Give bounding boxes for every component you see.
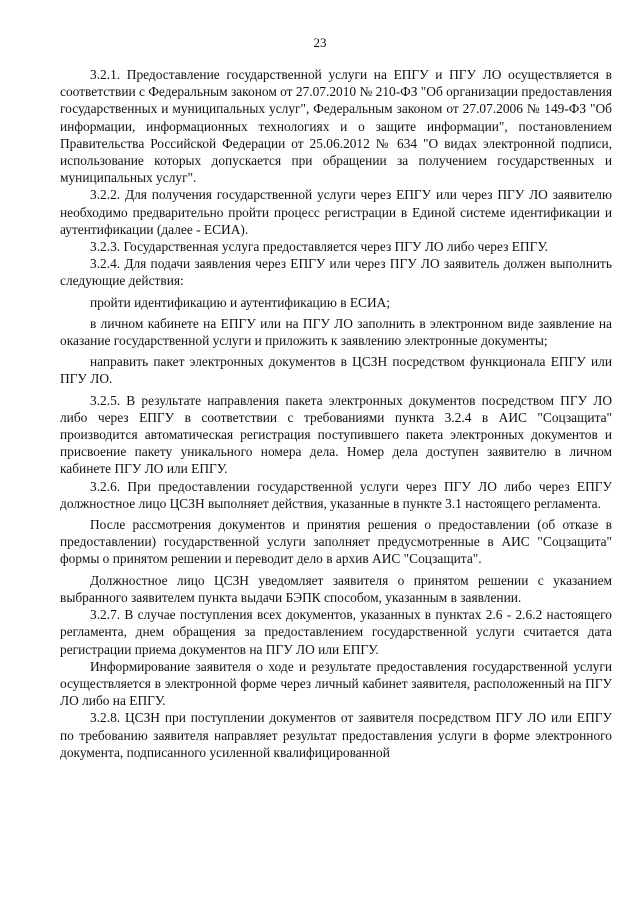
- paragraph-3-2-1: 3.2.1. Предоставление государственной услуги на ЕПГУ и ПГУ ЛО осуществляется в соответствии с Федеральным законом от 27.07.2010 № 210-ФЗ "Об организации предоставления государственных и муниципальных услуг", Федеральным законом от 27.07.2006 № 149-ФЗ "Об информации, информационных технологиях и о защите информации", постановлением Правительства Российской Федерации от 25.06.2012 № 634 "О видах электронной подписи, использование которых допускается при обращении за получением государственных и муниципальных услуг".: [60, 67, 612, 186]
- page-number: 23: [313, 35, 327, 50]
- paragraph-notification: Должностное лицо ЦСЗН уведомляет заявителя о принятом решении с указанием выбранного заявителем пункта выдачи БЭПК способом, указанным в заявлении.: [60, 572, 612, 605]
- paragraph-3-2-7: 3.2.7. В случае поступления всех документов, указанных в пунктах 2.6 - 2.6.2 настоящего регламента, днем обращения за предоставлением государственной услуги считается дата регистрации приема документов на ПГУ ЛО или ЕПГУ.: [60, 607, 612, 657]
- paragraph-3-2-6: 3.2.6. При предоставлении государственной услуги через ПГУ ЛО либо через ЕПГУ должностное лицо ЦСЗН выполняет действия, указанные в пункте 3.1 настоящего регламента.: [60, 478, 612, 511]
- paragraph-step-2: в личном кабинете на ЕПГУ или на ПГУ ЛО заполнить в электронном виде заявление на оказание государственной услуги и приложить к заявлению электронные документы;: [60, 315, 612, 349]
- paragraph-informing: Информирование заявителя о ходе и результате предоставления государственной услуги осуществляется в электронной форме через личный кабинет заявителя, расположенный на ПГУ ЛО либо на ЕПГУ.: [60, 658, 612, 709]
- paragraph-step-1: пройти идентификацию и аутентификацию в ЕСИА;: [90, 294, 391, 310]
- paragraph-3-2-4: 3.2.4. Для подачи заявления через ЕПГУ или через ПГУ ЛО заявитель должен выполнить следующие действия:: [60, 256, 612, 289]
- paragraph-after-review: После рассмотрения документов и принятия решения о предоставлении (об отказе в предоставлении) государственной услуги заполняет предусмотренные в АИС "Соцзащита" формы о принятом решении и переводит дело в архив АИС "Соцзащита".: [60, 517, 612, 567]
- paragraph-step-3: направить пакет электронных документов в ЦСЗН посредством функционала ЕПГУ или ПГУ ЛО.: [60, 354, 612, 387]
- paragraph-3-2-5: 3.2.5. В результате направления пакета электронных документов посредством ПГУ ЛО либо через ЕПГУ в соответствии с требованиями пункта 3.2.4 в АИС "Соцзащита" производится автоматическая регистрация поступившего пакета электронных документов и присвоение пакету уникального номера дела. Номер дела доступен заявителю в личном кабинете ПГУ ЛО или ЕПГУ.: [60, 392, 612, 477]
- paragraph-3-2-3: 3.2.3. Государственная услуга предоставляется через ПГУ ЛО либо через ЕПГУ.: [90, 239, 548, 255]
- document-body: [60, 66, 612, 761]
- paragraph-3-2-2: 3.2.2. Для получения государственной услуги через ЕПГУ или через ПГУ ЛО заявителю необходимо предварительно пройти процесс регистрации в Единой системе идентификации и аутентификации (далее - ЕСИА).: [60, 187, 612, 237]
- paragraph-3-2-8: 3.2.8. ЦСЗН при поступлении документов от заявителя посредством ПГУ ЛО или ЕПГУ по требованию заявителя направляет результат предоставления услуги в форме электронного документа, подписанного усиленной квалифицированной: [60, 710, 612, 760]
